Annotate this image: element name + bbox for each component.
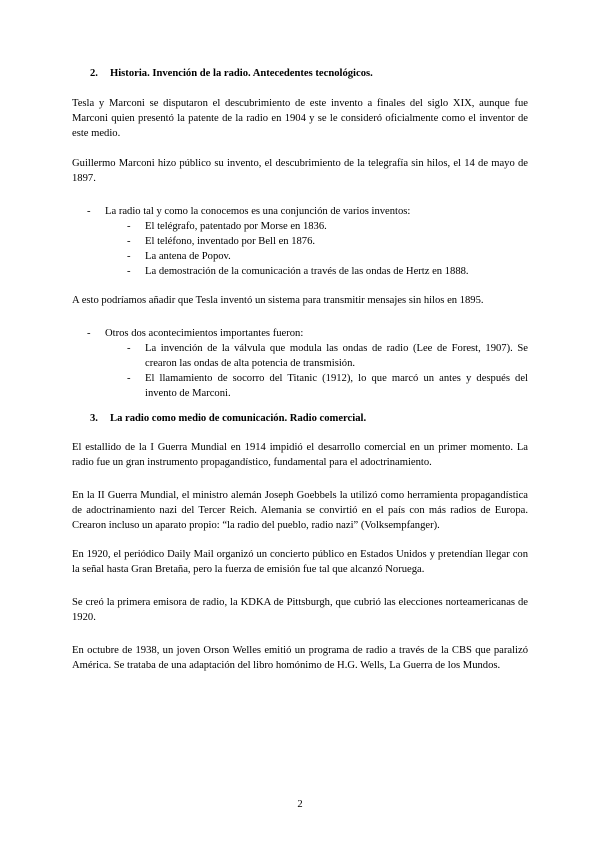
section-3-heading xyxy=(72,411,528,426)
section-2-number: 2. xyxy=(90,68,98,79)
paragraph-marconi-1897: Guillermo Marconi hizo público su invento, el descubrimiento de la telegrafía sin hilos, el 14 de mayo de 1897. xyxy=(72,158,528,184)
list-item: - El telégrafo, patentado por Morse en 1836. xyxy=(127,221,327,232)
bullet-events-intro: Otros dos acontecimientos importantes fueron: xyxy=(105,328,304,339)
bullet-inventions xyxy=(87,204,528,219)
bullet-dash: - xyxy=(127,221,131,232)
bullet-dash: - xyxy=(127,373,131,384)
paragraph-daily-mail: En 1920, el periódico Daily Mail organizó un concierto público en Estados Unidos y pretendían llegar con la señal hasta Gran Bretaña, pero la fuerza de emisión fue tal que alcanzó Noruega. xyxy=(72,549,528,575)
bullet-dash: - xyxy=(127,343,131,354)
bullet-dash: - xyxy=(127,236,131,247)
list-item: - La invención de la válvula que modula las ondas de radio (Lee de Forest, 1907). Se crearon las ondas de alta potencia de transmisión. xyxy=(127,343,528,369)
paragraph-tesla-1895: A esto podríamos añadir que Tesla inventó un sistema para transmitir mensajes sin hilos en 1895. xyxy=(72,295,484,306)
paragraph-kdka: Se creó la primera emisora de radio, la KDKA de Pittsburgh, que cubrió las elecciones norteamericanas de 1920. xyxy=(72,597,528,623)
paragraph-orson-welles: En octubre de 1938, un joven Orson Welles emitió un programa de radio a través de la CBS que paralizó América. Se trataba de una adaptación del libro homónimo de H.G. Wells, La Guerra de los Mundos. xyxy=(72,645,528,671)
section-3-title: La radio como medio de comunicación. Radio comercial. xyxy=(110,413,367,424)
bullet-dash: - xyxy=(87,328,91,339)
list-item: - La antena de Popov. xyxy=(127,251,231,262)
section-2-heading xyxy=(72,66,528,81)
section-2-title: Historia. Invención de la radio. Antecedentes tecnológicos. xyxy=(110,68,373,79)
bullet-events xyxy=(87,326,528,341)
paragraph-wwi: El estallido de la I Guerra Mundial en 1914 impidió el desarrollo comercial en un primer momento. La radio fue un gran instrumento propagandístico, fundamental para el adoctrinamiento. xyxy=(72,442,528,468)
bullet-dash: - xyxy=(127,266,131,277)
bullet-dash: - xyxy=(127,251,131,262)
paragraph-tesla-marconi: Tesla y Marconi se disputaron el descubrimiento de este invento a finales del siglo XIX, aunque fue Marconi quien presentó la patente de la radio en 1904 y se le consideró oficialmente como el inventor de este medio. xyxy=(72,98,528,139)
section-3-number: 3. xyxy=(90,413,98,424)
paragraph-wwii: En la II Guerra Mundial, el ministro alemán Joseph Goebbels la utilizó como herramienta propagandística de adoctrinamiento nazi del Tercer Reich. Alemania se convirtió en el país con más radios de Europa. Crearon incluso un aparato propio: “la radio del pueblo, radio nazi” (Volksempfanger). xyxy=(72,490,528,531)
document-body xyxy=(72,66,528,673)
list-item: - El llamamiento de socorro del Titanic (1912), lo que marcó un antes y después del invento de Marconi. xyxy=(127,373,528,399)
list-item: - La demostración de la comunicación a través de las ondas de Hertz en 1888. xyxy=(127,266,469,277)
list-item: - El teléfono, inventado por Bell en 1876. xyxy=(127,236,316,247)
bullet-dash: - xyxy=(87,206,91,217)
page-number: 2 xyxy=(297,799,303,810)
bullet-inventions-intro: La radio tal y como la conocemos es una conjunción de varios inventos: xyxy=(105,206,411,217)
